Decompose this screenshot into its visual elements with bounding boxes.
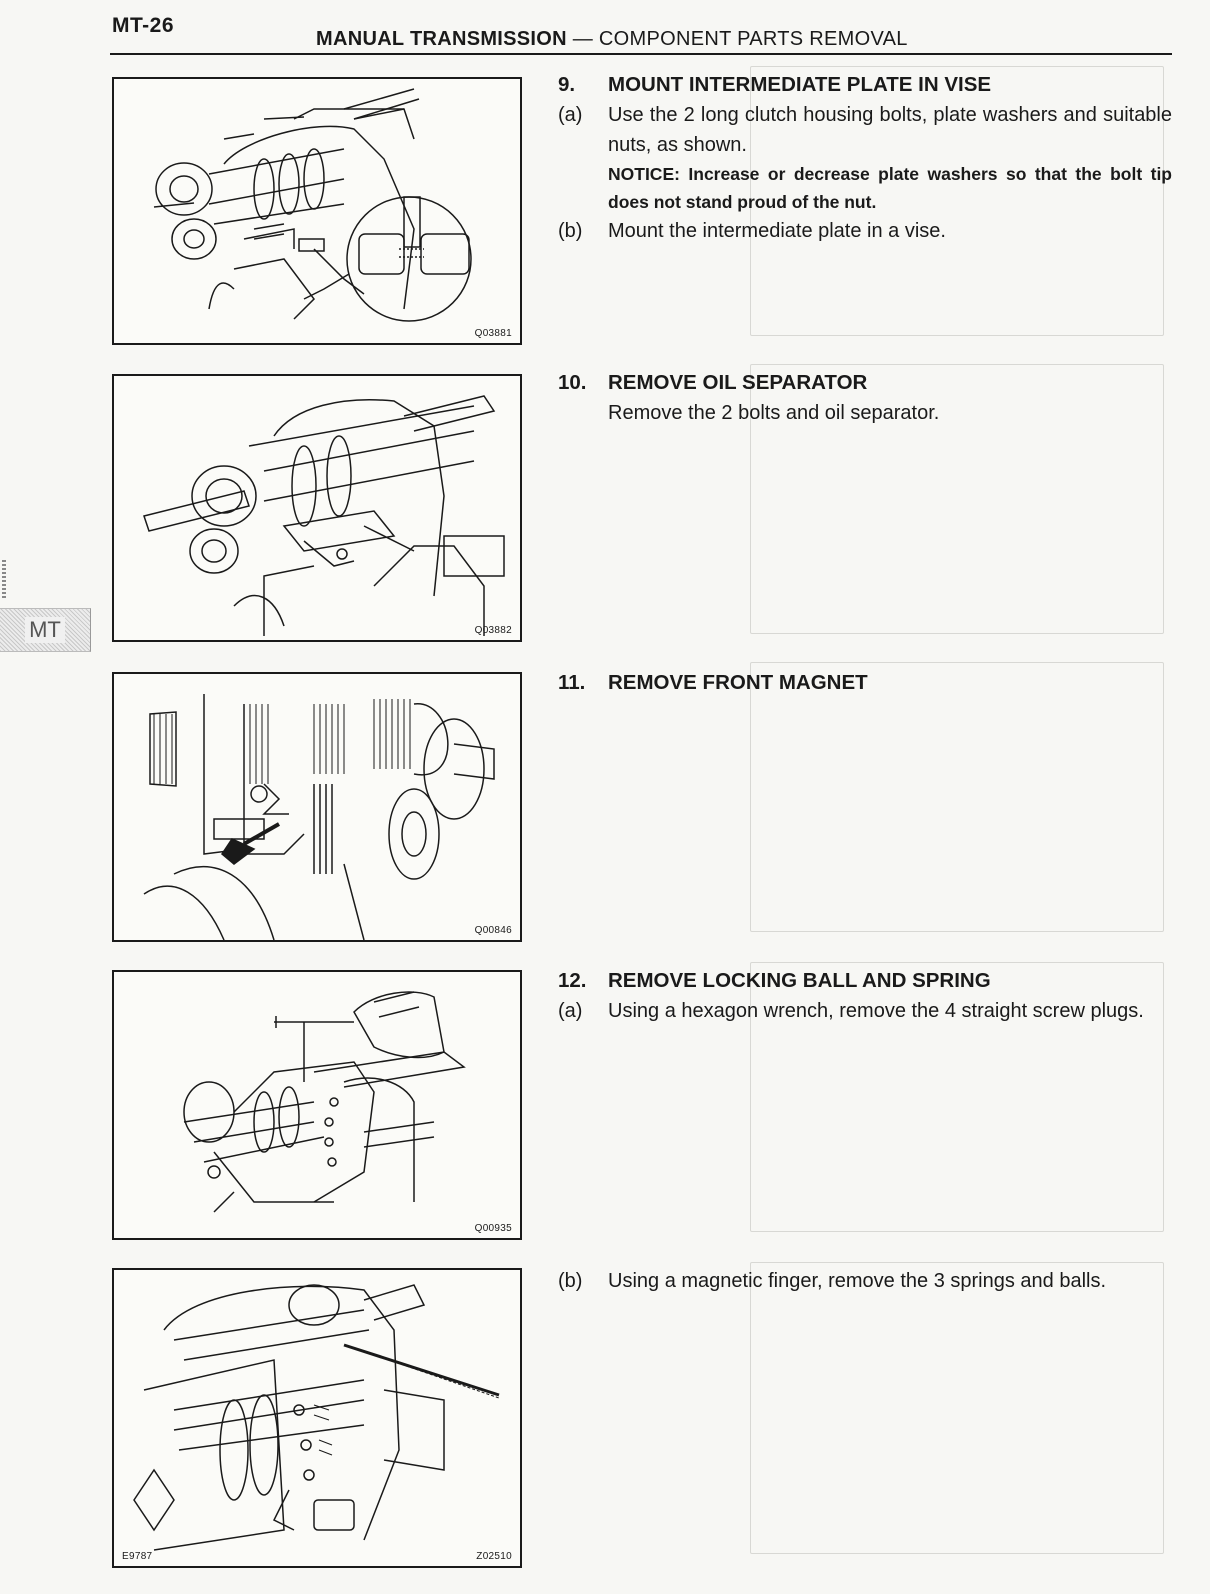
page-number: MT-26 [112,14,175,37]
step-12-continued [558,1266,1172,1296]
substep-b [558,216,1172,246]
substep-a [558,100,1172,160]
substep-label: (b) [558,1270,583,1292]
substep-text: Using a hexagon wrench, remove the 4 straight screw plugs. [608,1000,1144,1022]
subsection-title: COMPONENT PARTS REMOVAL [598,28,908,50]
oil-separator-drawing [114,376,520,640]
step-title: REMOVE OIL SEPARATOR [608,371,868,394]
header-rule [110,53,1172,55]
notice-text: NOTICE: Increase or decrease plate washers so that the bolt tip does not stand proud of the nut. [608,164,1172,212]
bleed-through-frame [750,1262,1164,1554]
figure-mount-plate [112,77,522,345]
front-magnet-drawing [114,674,520,940]
figure-code-left: E9787 [122,1551,153,1562]
step-number: 9. [558,73,576,96]
substep-label: (b) [558,220,583,242]
section-tab-label: MT [25,617,65,643]
step-heading [558,368,1172,398]
step-number: 11. [558,671,586,694]
figure-code: Q00846 [474,925,512,936]
step-9 [558,70,1172,246]
substep-label: (a) [558,104,583,126]
magnetic-finger-drawing [114,1270,520,1566]
section-title: MANUAL TRANSMISSION [316,28,567,50]
substep-text: Mount the intermediate plate in a vise. [608,220,946,242]
figure-springs-balls [112,1268,522,1568]
substep-b [558,1266,1172,1296]
step-heading [558,966,1172,996]
substep-text: Use the 2 long clutch housing bolts, plate washers and suitable nuts, as shown. [608,104,1172,156]
figure-oil-separator [112,374,522,642]
transmission-vise-drawing [114,79,520,343]
figure-code: Q03882 [474,625,512,636]
step-12 [558,966,1172,1026]
figure-code: Z02510 [476,1551,512,1562]
figure-front-magnet [112,672,522,942]
step-10 [558,368,1172,428]
step-number: 10. [558,371,587,394]
substep-a [558,996,1172,1026]
figure-code: Q03881 [474,328,512,339]
step-title: MOUNT INTERMEDIATE PLATE IN VISE [608,73,992,96]
page-header: MANUAL TRANSMISSION — COMPONENT PARTS REMOVAL [316,28,908,50]
step-title: REMOVE LOCKING BALL AND SPRING [608,969,991,992]
step-11 [558,668,1172,698]
step-heading [558,668,1172,698]
figure-code: Q00935 [474,1223,512,1234]
edge-mark [2,560,6,600]
section-tab [0,608,91,652]
step-heading [558,70,1172,100]
step-number: 12. [558,969,587,992]
substep-text: Using a magnetic finger, remove the 3 springs and balls. [608,1270,1107,1292]
hexagon-wrench-drawing [114,972,520,1238]
substep-label: (a) [558,1000,583,1022]
step-text: Remove the 2 bolts and oil separator. [608,402,940,424]
figure-screw-plugs [112,970,522,1240]
bleed-through-frame [750,662,1164,932]
step-title: REMOVE FRONT MAGNET [608,671,868,694]
